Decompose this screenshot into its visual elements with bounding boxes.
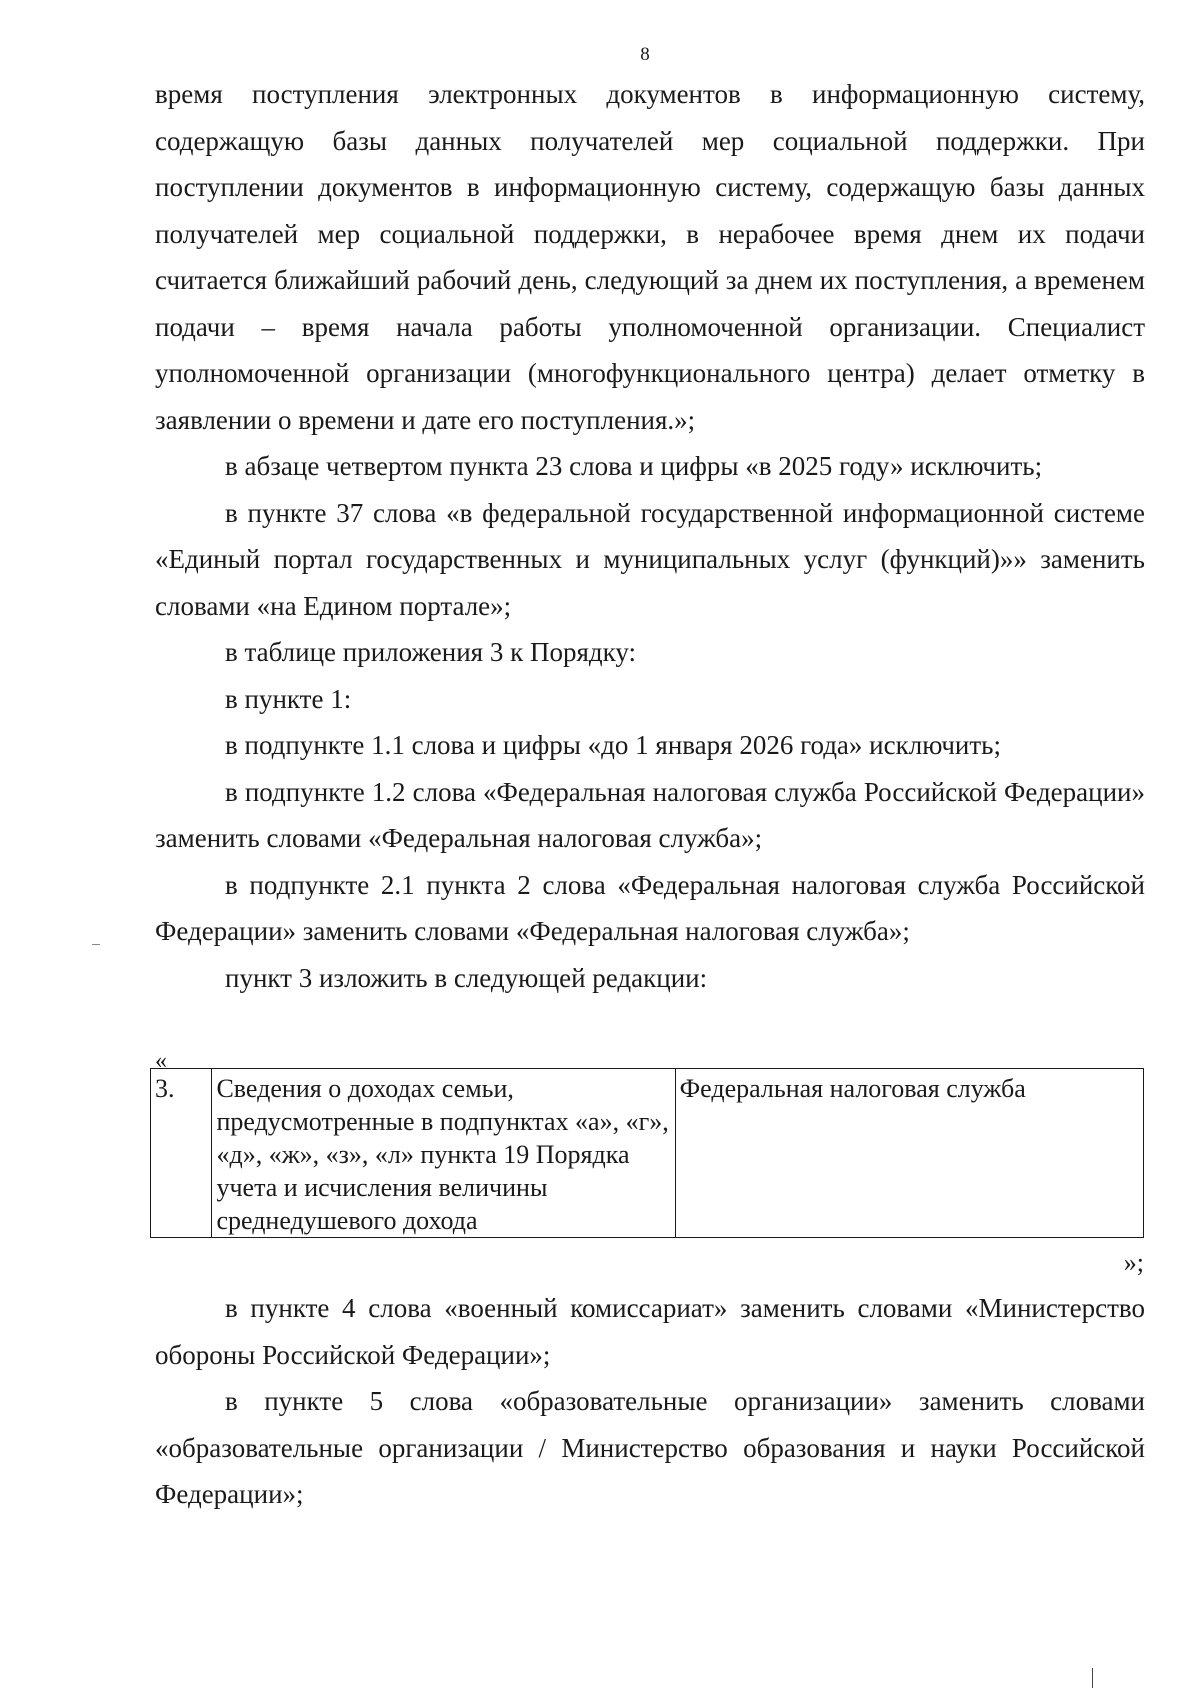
margin-mark — [92, 944, 100, 945]
paragraph-item-23: в абзаце четвертом пункта 23 слова и цифры «в 2025 году» исключить; — [225, 451, 1043, 481]
paragraph-point-5: в пункте 5 слова «образовательные организации» заменить словами «образовательные организации / Министерство образования и науки Российской Федерации»; — [155, 1386, 1145, 1509]
inserted-table — [150, 1068, 1144, 1238]
paragraph-appendix-3: в таблице приложения 3 к Порядку: — [225, 637, 636, 667]
paragraph-point-1: в пункте 1: — [225, 683, 352, 714]
quote-open-mark: « — [155, 1048, 167, 1074]
paragraph-subpoint-1-1: в подпункте 1.1 слова и цифры «до 1 января 2026 года» исключить; — [225, 730, 1001, 760]
table-cell-source: Федеральная налоговая служба — [675, 1069, 1143, 1238]
page-number: 8 — [640, 44, 650, 65]
paragraph-subpoint-1-2: в подпункте 1.2 слова «Федеральная налоговая служба Российской Федерации» заменить словами «Федеральная налоговая служба»; — [155, 776, 1145, 853]
table-cell-description: Сведения о доходах семьи, предусмотренные в подпунктах «а», «г», «д», «ж», «з», «л» пункта 19 Порядка учета и исчисления величины среднедушевого дохода — [212, 1069, 675, 1238]
document-body — [155, 71, 1145, 1001]
paragraph-subpoint-2-1: в подпункте 2.1 пункта 2 слова «Федеральная налоговая служба Российской Федерации» заменить словами «Федеральная налоговая служба»; — [155, 869, 1145, 946]
margin-mark — [1092, 1668, 1093, 1688]
quote-close-mark: »; — [1123, 1248, 1144, 1277]
table-cell-number: 3. — [151, 1069, 212, 1238]
paragraph-point-4: в пункте 4 слова «военный комиссариат» заменить словами «Министерство обороны Российской Федерации»; — [155, 1293, 1145, 1370]
table-row — [151, 1069, 1144, 1238]
paragraph-item-37: в пункте 37 слова «в федеральной государственной информационной системе «Единый портал государственных и муниципальных услуг (функций)»» заменить словами «на Едином портале»; — [155, 497, 1145, 621]
paragraph-point-3: пункт 3 изложить в следующей редакции: — [225, 962, 708, 993]
document-body-continued — [155, 1285, 1145, 1518]
paragraph-continuation: время поступления электронных документов в информационную систему, содержащую базы данных получателей мер социальной поддержки. При поступлении документов в информационную систему, содержащую базы данных получателей мер социальной поддержки, в нерабочее время днем их подачи считается ближайший рабочий день, следующий за днем их поступления, а временем подачи – время начала работы уполномоченной организации. Специалист уполномоченной организации (многофункционального центра) делает отметку в заявлении о времени и дате его поступления.»; — [155, 79, 1145, 435]
